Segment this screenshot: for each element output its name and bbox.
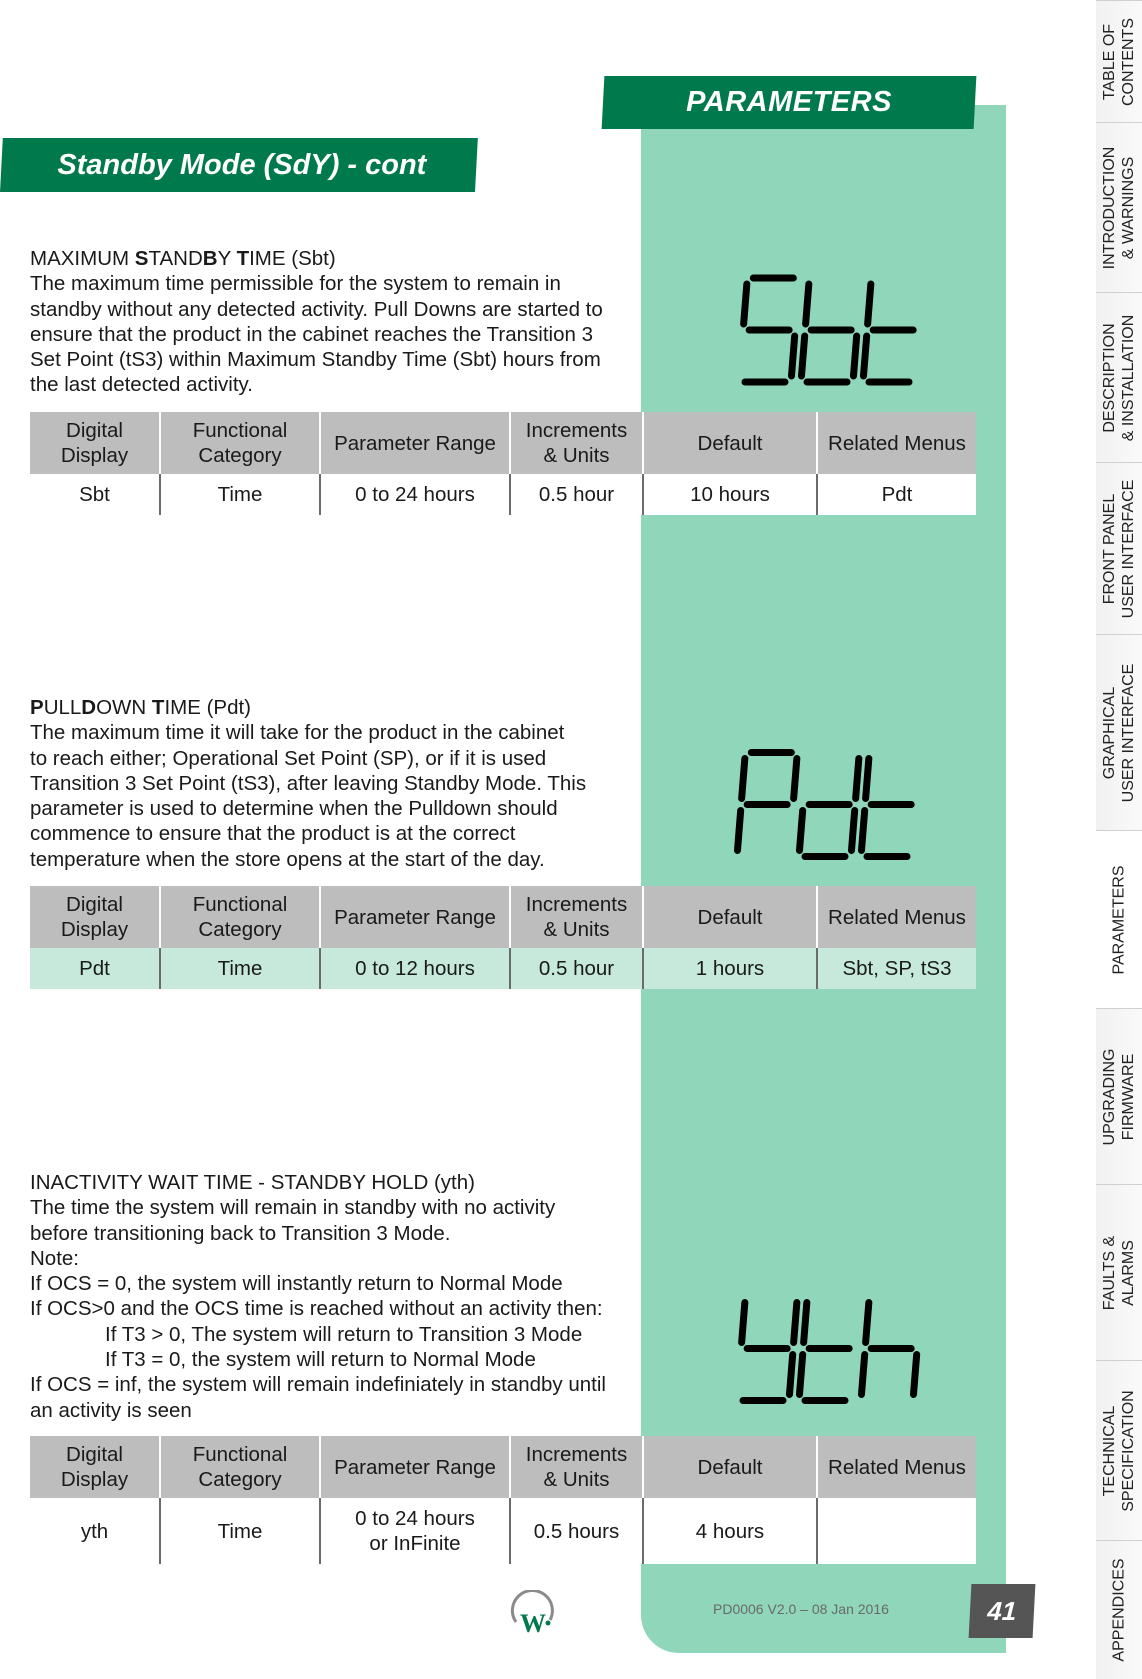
sbt-heading: MAXIMUM STANDBY TIME (Sbt): [30, 247, 336, 270]
pdt-description: [30, 695, 630, 872]
table-header-row: [30, 412, 976, 474]
tab-technical-specification[interactable]: TECHNICAL SPECIFICATION: [1096, 1360, 1142, 1541]
sbt-line: standby without any detected activity. Pull Downs are started to: [30, 297, 603, 321]
lcd-segment: [861, 1355, 864, 1395]
col-related-menus: Related Menus: [817, 1436, 976, 1498]
col-parameter-range: Parameter Range: [320, 886, 510, 948]
col-related-menus: Related Menus: [817, 412, 976, 474]
tab-introduction-warnings[interactable]: INTRODUCTION & WARNINGS: [1096, 122, 1142, 293]
section-banner-title: Standby Mode (SdY) - cont: [57, 149, 427, 181]
lcd-segment: [863, 336, 866, 376]
sbt-lcd-display: [735, 270, 925, 390]
sbt-line: ensure that the product in the cabinet reaches the Transition 3: [30, 322, 593, 346]
lcd-segment: [791, 336, 794, 376]
lcd-segment: [742, 759, 745, 799]
pdt-line: Transition 3 Set Point (tS3), after leaving Standby Mode. This: [30, 771, 587, 795]
cell-default: 1 hours: [643, 948, 817, 989]
lcd-segment: [799, 811, 802, 851]
cell-functional-category: Time: [160, 474, 320, 515]
yth-line: Note:: [30, 1246, 79, 1270]
pdt-lcd-display: [733, 742, 923, 867]
table-row: [30, 1498, 976, 1564]
pdt-parameter-table: [30, 886, 976, 989]
col-parameter-range: Parameter Range: [320, 1436, 510, 1498]
col-default: Default: [643, 412, 817, 474]
parameters-banner: [602, 76, 977, 129]
yth-line: an activity is seen: [30, 1398, 192, 1422]
yth-indented-line: If T3 > 0, The system will return to Transition 3 Mode: [105, 1322, 583, 1346]
cell-increments-units: 0.5 hours: [510, 1498, 643, 1564]
lcd-segment: [737, 811, 740, 851]
col-functional-category: Functional Category: [160, 412, 320, 474]
cell-functional-category: Time: [160, 948, 320, 989]
cell-related-menus: Sbt, SP, tS3: [817, 948, 976, 989]
cell-related-menus: Pdt: [817, 474, 976, 515]
cell-digital-display: Pdt: [30, 948, 160, 989]
lcd-segment: [868, 284, 871, 324]
col-functional-category: Functional Category: [160, 1436, 320, 1498]
col-default: Default: [643, 1436, 817, 1498]
tab-front-panel-ui[interactable]: FRONT PANEL USER INTERFACE: [1096, 462, 1142, 635]
cell-increments-units: 0.5 hour: [510, 948, 643, 989]
sbt-line: the last detected activity.: [30, 373, 253, 397]
table-header-row: [30, 886, 976, 948]
sbt-parameter-table: [30, 412, 976, 515]
lcd-segment: [806, 284, 809, 324]
cell-digital-display: yth: [30, 1498, 160, 1564]
yth-line: The time the system will remain in standby with no activity: [30, 1196, 556, 1220]
sbt-line: Set Point (tS3) within Maximum Standby Time (Sbt) hours from: [30, 348, 601, 372]
sbt-description: [30, 246, 630, 398]
cell-digital-display: Sbt: [30, 474, 160, 515]
tab-upgrading-firmware[interactable]: UPGRADING FIRMWARE: [1096, 1008, 1142, 1185]
col-increments-units: Increments & Units: [510, 1436, 643, 1498]
table-row: [30, 948, 976, 989]
pdt-line: temperature when the store opens at the start of the day.: [30, 847, 545, 871]
lcd-segment: [801, 336, 804, 376]
col-functional-category: Functional Category: [160, 886, 320, 948]
lcd-segment: [804, 1303, 807, 1343]
cell-functional-category: Time: [160, 1498, 320, 1564]
lcd-segment: [866, 759, 869, 799]
cell-parameter-range: 0 to 12 hours: [320, 948, 510, 989]
col-digital-display: Digital Display: [30, 412, 160, 474]
lcd-segment: [789, 1355, 792, 1395]
lcd-segment: [913, 1355, 916, 1395]
section-side-tabs: [1096, 0, 1142, 1678]
tab-graphical-ui[interactable]: GRAPHICAL USER INTERFACE: [1096, 634, 1142, 831]
table-row: [30, 474, 976, 515]
col-related-menus: Related Menus: [817, 886, 976, 948]
pdt-line: to reach either; Operational Set Point (SP), or if it is used: [30, 746, 547, 770]
tab-parameters[interactable]: PARAMETERS: [1096, 830, 1142, 1009]
lcd-segment: [742, 1303, 745, 1343]
table-header-row: [30, 1436, 976, 1498]
yth-description: [30, 1170, 630, 1423]
company-logo: [508, 1590, 558, 1640]
tab-description-installation[interactable]: DESCRIPTION & INSTALLATION: [1096, 292, 1142, 463]
lcd-segment: [794, 1303, 797, 1343]
tab-table-of-contents[interactable]: TABLE OF CONTENTS: [1096, 0, 1142, 123]
parameters-banner-label: PARAMETERS: [686, 86, 892, 118]
col-digital-display: Digital Display: [30, 1436, 160, 1498]
svg-text:W: W: [520, 1609, 546, 1638]
tab-faults-alarms[interactable]: FAULTS & ALARMS: [1096, 1184, 1142, 1361]
col-parameter-range: Parameter Range: [320, 412, 510, 474]
yth-heading: INACTIVITY WAIT TIME - STANDBY HOLD (yth): [30, 1171, 475, 1194]
pdt-heading: PULLDOWN TIME (Pdt): [30, 696, 252, 719]
lcd-segment: [744, 284, 747, 324]
col-digital-display: Digital Display: [30, 886, 160, 948]
cell-increments-units: 0.5 hour: [510, 474, 643, 515]
lcd-segment: [794, 759, 797, 799]
lcd-segment: [866, 1303, 869, 1343]
lcd-segment: [799, 1355, 802, 1395]
yth-parameter-table: [30, 1436, 976, 1564]
col-increments-units: Increments & Units: [510, 886, 643, 948]
page-number: 41: [969, 1584, 1036, 1638]
pdt-line: commence to ensure that the product is at the correct: [30, 822, 516, 846]
yth-line: before transitioning back to Transition 3 Mode.: [30, 1221, 451, 1245]
lcd-segment: [851, 811, 854, 851]
tab-appendices[interactable]: APPENDICES: [1096, 1540, 1142, 1679]
yth-line: If OCS = inf, the system will remain indefiniately in standby until: [30, 1373, 606, 1397]
sbt-line: The maximum time permissible for the system to remain in: [30, 272, 561, 296]
cell-parameter-range: 0 to 24 hours: [320, 474, 510, 515]
section-banner: [0, 138, 478, 192]
col-increments-units: Increments & Units: [510, 412, 643, 474]
yth-line: If OCS>0 and the OCS time is reached without an activity then:: [30, 1297, 603, 1321]
yth-line: If OCS = 0, the system will instantly return to Normal Mode: [30, 1272, 563, 1296]
cell-default: 4 hours: [643, 1498, 817, 1564]
col-default: Default: [643, 886, 817, 948]
cell-default: 10 hours: [643, 474, 817, 515]
pdt-line: The maximum time it will take for the product in the cabinet: [30, 721, 565, 745]
yth-indented-line: If T3 = 0, the system will return to Normal Mode: [105, 1348, 536, 1372]
cell-related-menus: [817, 1498, 976, 1564]
lcd-segment: [861, 811, 864, 851]
cell-parameter-range: 0 to 24 hours or InFinite: [320, 1498, 510, 1564]
yth-lcd-display: [733, 1286, 923, 1411]
lcd-segment: [856, 759, 859, 799]
lcd-segment: [853, 336, 856, 376]
pdt-line: parameter is used to determine when the Pulldown should: [30, 797, 558, 821]
document-reference: PD0006 V2.0 – 08 Jan 2016: [713, 1601, 889, 1617]
